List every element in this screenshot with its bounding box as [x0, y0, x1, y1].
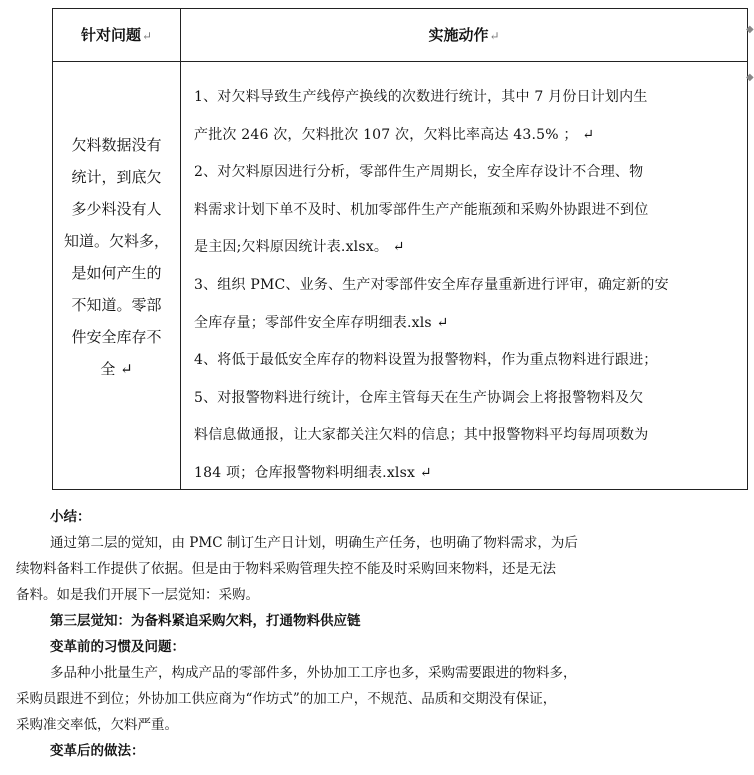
action-table	[52, 8, 748, 490]
action-line: 184 项；仓库报警物料明细表.xlsx ↵	[194, 464, 432, 481]
summary-title: 小结：	[50, 509, 91, 525]
summary-line: 通过第二层的觉知，由 PMC 制订生产日计划，明确生产任务，也明确了物料需求，为后	[50, 535, 578, 551]
row-end-marker: ◆	[746, 72, 754, 83]
body-text	[16, 504, 578, 764]
action-line: 2、对欠料原因进行分析，零部件生产周期长，安全库存设计不合理、物	[194, 164, 644, 181]
problem-line: 全 ↵	[100, 360, 133, 378]
action-line: 是主因;欠料原因统计表.xlsx。 ↵	[194, 239, 405, 256]
action-line: 4、将低于最低安全库存的物料设置为报警物料，作为重点物料进行跟进；	[194, 352, 658, 369]
before-line: 采购准交率低，欠料严重。	[16, 717, 178, 733]
action-line: 料信息做通报，让大家都关注欠料的信息；其中报警物料平均每周项数为	[194, 427, 649, 444]
summary-line: 备料。如是我们开展下一层觉知：采购。	[16, 587, 259, 603]
action-line: 全库存量；零部件安全库存明细表.xls ↵	[194, 314, 449, 331]
before-line: 采购员跟进不到位；外协加工供应商为“作坊式”的加工户，不规范、品质和交期没有保证，	[16, 691, 557, 707]
summary-line: 续物料备料工作提供了依据。但是由于物料采购管理失控不能及时采购回来物料，还是无法	[16, 561, 556, 577]
before-heading: 变革前的习惯及问题：	[50, 639, 185, 655]
problem-line: 知道。欠料多，	[63, 232, 169, 250]
action-line: 料需求计划下单不及时、机加零部件生产产能瓶颈和采购外协跟进不到位	[194, 201, 649, 218]
action-line: 产批次 246 次，欠料批次 107 次，欠料比率高达 43.5% ； ↵	[194, 126, 595, 143]
action-line: 5、对报警物料进行统计，仓库主管每天在生产协调会上将报警物料及欠	[194, 389, 644, 406]
header-problem: 针对问题↵	[80, 26, 153, 44]
action-cell	[194, 79, 741, 493]
column-divider	[180, 9, 181, 489]
problem-line: 欠料数据没有	[71, 136, 162, 154]
problem-line: 统计，到底欠	[71, 168, 162, 186]
before-line: 多品种小批量生产，构成产品的零部件多，外协加工工序也多，采购需要跟进的物料多，	[50, 665, 577, 681]
section-heading: 第三层觉知：为备料紧追采购欠料，打通物料供应链	[50, 613, 361, 629]
header-action: 实施动作↵	[428, 26, 500, 44]
problem-line: 不知道。零部	[71, 296, 162, 314]
after-heading: 变革后的做法：	[50, 743, 145, 759]
problem-line: 件安全库存不	[71, 328, 162, 346]
header-divider	[53, 61, 747, 62]
problem-line: 是如何产生的	[71, 264, 162, 282]
problem-cell	[53, 129, 180, 385]
action-line: 1、对欠料导致生产线停产换线的次数进行统计，其中 7 月份日计划内生	[194, 89, 648, 105]
action-line: 3、组织 PMC、业务、生产对零部件安全库存量重新进行评审，确定新的安	[194, 276, 669, 293]
problem-line: 多少料没有人	[71, 200, 162, 218]
row-end-marker: ◆	[746, 24, 754, 35]
